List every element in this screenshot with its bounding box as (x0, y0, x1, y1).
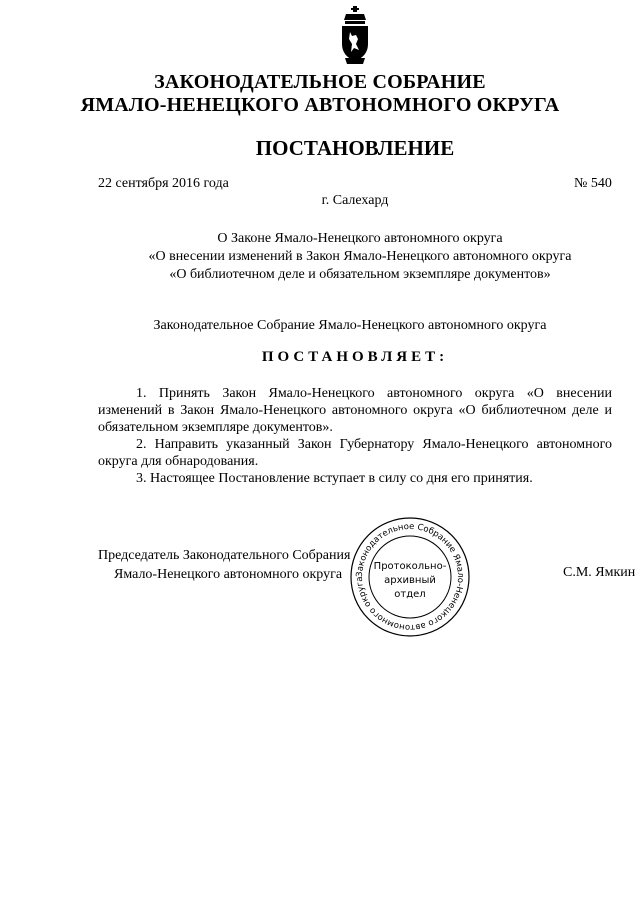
official-stamp (348, 515, 472, 639)
document-date: 22 сентября 2016 года (98, 176, 229, 191)
resolution-item: 1. Принять Закон Ямало-Ненецкого автономного округа «О внесении изменений в Закон Ямало-Ненецкого автономного округа «О библиотечном деле и обязательном экземпляре документов». (98, 386, 612, 435)
subject-line: О Законе Ямало-Ненецкого автономного округа (217, 231, 503, 246)
coat-of-arms-icon (337, 6, 373, 66)
stamp-center-line1: Протокольно- (373, 561, 447, 572)
document-subject (100, 230, 620, 284)
subject-line: «О библиотечном деле и обязательном экземпляре документов» (169, 267, 551, 282)
preamble: Законодательное Собрание Ямало-Ненецкого автономного округа (153, 318, 547, 333)
signatory-title-line1: Председатель Законодательного Собрания (98, 548, 351, 563)
stamp-center-line3: отдел (394, 589, 426, 600)
document-type-title: ПОСТАНОВЛЕНИЕ (255, 136, 455, 160)
signatory-title-line2: Ямало-Ненецкого автономного округа (114, 567, 343, 582)
resolves-heading: ПОСТАНОВЛЯЕТ: (261, 349, 449, 365)
resolution-item: 3. Настоящее Постановление вступает в силу со дня его принятия. (136, 471, 533, 486)
signatory-title (98, 546, 350, 584)
resolution-items (98, 385, 612, 487)
stamp-ring-text: Законодательное Собрание Ямало-Ненецкого автономного округа (354, 521, 466, 633)
resolution-item: 2. Направить указанный Закон Губернатору Ямало-Ненецкого автономного округа для обнародования. (98, 437, 612, 469)
subject-line: «О внесении изменений в Закон Ямало-Ненецкого автономного округа (148, 249, 572, 264)
document-city: г. Салехард (321, 193, 389, 208)
org-name-line1: ЗАКОНОДАТЕЛЬНОЕ СОБРАНИЕ (154, 71, 486, 93)
signatory-name: С.М. Ямкин (563, 565, 636, 580)
org-name-line2: ЯМАЛО-НЕНЕЦКОГО АВТОНОМНОГО ОКРУГА (80, 94, 560, 116)
document-number: № 540 (574, 176, 612, 191)
stamp-center-line2: архивный (384, 575, 436, 586)
